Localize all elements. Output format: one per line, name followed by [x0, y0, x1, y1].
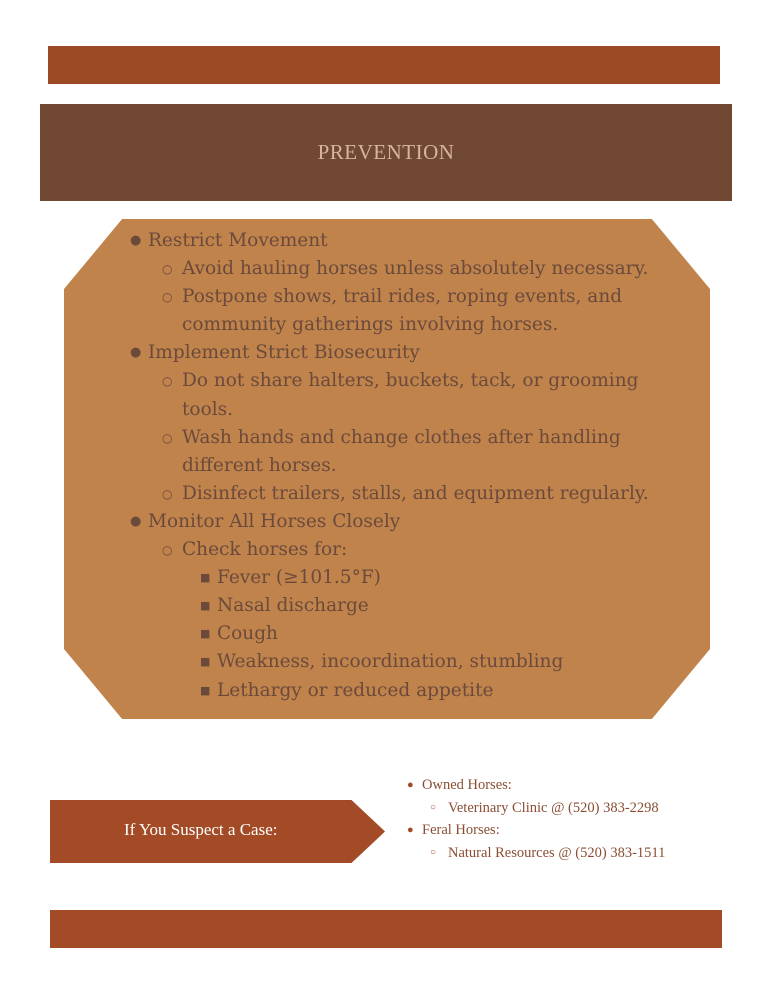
list-item: [64, 339, 710, 367]
bullet-circle-icon: ○: [162, 262, 173, 277]
suspect-label: If You Suspect a Case:: [124, 820, 278, 839]
top-decorative-bar: [48, 46, 720, 84]
list-item: [64, 424, 710, 480]
bullet-circle-icon: ○: [162, 543, 173, 558]
bullet-square-icon: ■: [200, 655, 211, 669]
bullet-dot-icon: ●: [130, 345, 142, 361]
contact-item-text: Veterinary Clinic @ (520) 383-2298: [448, 799, 659, 816]
list-item-text: Check horses for:: [182, 539, 348, 561]
list-item: [64, 227, 710, 255]
list-item-text: Implement Strict Biosecurity: [148, 342, 420, 364]
bullet-dot-icon: ●: [407, 824, 414, 836]
contact-item: [400, 842, 665, 865]
bottom-decorative-bar: [50, 910, 722, 948]
list-item-text: Cough: [217, 623, 278, 645]
bullet-square-icon: ■: [200, 571, 211, 585]
list-item-text: Weakness, incoordination, stumbling: [217, 651, 564, 673]
bullet-square-icon: ■: [200, 599, 211, 613]
list-item-text: Postpone shows, trail rides, roping events, and community gatherings involving horses.: [182, 286, 623, 336]
contact-category-label: Feral Horses:: [422, 822, 500, 838]
bullet-circle-icon: ○: [162, 290, 173, 305]
list-item-text: Restrict Movement: [148, 230, 328, 251]
list-item-text: Nasal discharge: [217, 595, 369, 617]
list-item: [64, 367, 710, 423]
list-item-text: Lethargy or reduced appetite: [217, 679, 494, 701]
list-item: [64, 480, 710, 508]
page-title: PREVENTION: [317, 140, 455, 164]
list-item-text: Disinfect trailers, stalls, and equipment regularly.: [182, 482, 649, 504]
list-item: [64, 283, 710, 339]
bullet-circle-icon: ○: [430, 846, 437, 858]
contact-category: [400, 774, 665, 797]
list-item: [64, 677, 710, 705]
list-item: [64, 255, 710, 283]
list-item-text: Monitor All Horses Closely: [148, 510, 401, 532]
bullet-circle-icon: ○: [162, 374, 173, 389]
list-item: [64, 620, 710, 648]
bullet-dot-icon: ●: [407, 779, 414, 791]
header-band: [40, 104, 732, 201]
list-item-text: Avoid hauling horses unless absolutely necessary.: [182, 258, 649, 280]
contact-item: [400, 797, 665, 820]
bullet-square-icon: ■: [200, 627, 211, 641]
bullet-circle-icon: ○: [162, 430, 173, 445]
list-item: [64, 508, 710, 536]
list-item: [64, 536, 710, 564]
list-item-text: Fever (≥101.5°F): [217, 567, 381, 589]
bullet-square-icon: ■: [200, 683, 211, 697]
list-item: [64, 592, 710, 620]
bullet-dot-icon: ●: [130, 233, 142, 248]
prevention-list-container: [64, 227, 710, 705]
contacts-list-container: [400, 774, 665, 864]
bullet-circle-icon: ○: [162, 486, 173, 501]
contacts-list: [400, 774, 665, 864]
bullet-dot-icon: ●: [130, 513, 142, 529]
prevention-list: [64, 227, 710, 705]
contact-category: [400, 819, 665, 842]
list-item-text: Do not share halters, buckets, tack, or grooming tools.: [182, 370, 639, 420]
bullet-circle-icon: ○: [430, 801, 437, 813]
list-item-text: Wash hands and change clothes after handling different horses.: [182, 426, 621, 476]
list-item: [64, 564, 710, 592]
contact-category-label: Owned Horses:: [422, 777, 512, 793]
list-item: [64, 648, 710, 676]
contact-item-text: Natural Resources @ (520) 383-1511: [448, 844, 666, 861]
